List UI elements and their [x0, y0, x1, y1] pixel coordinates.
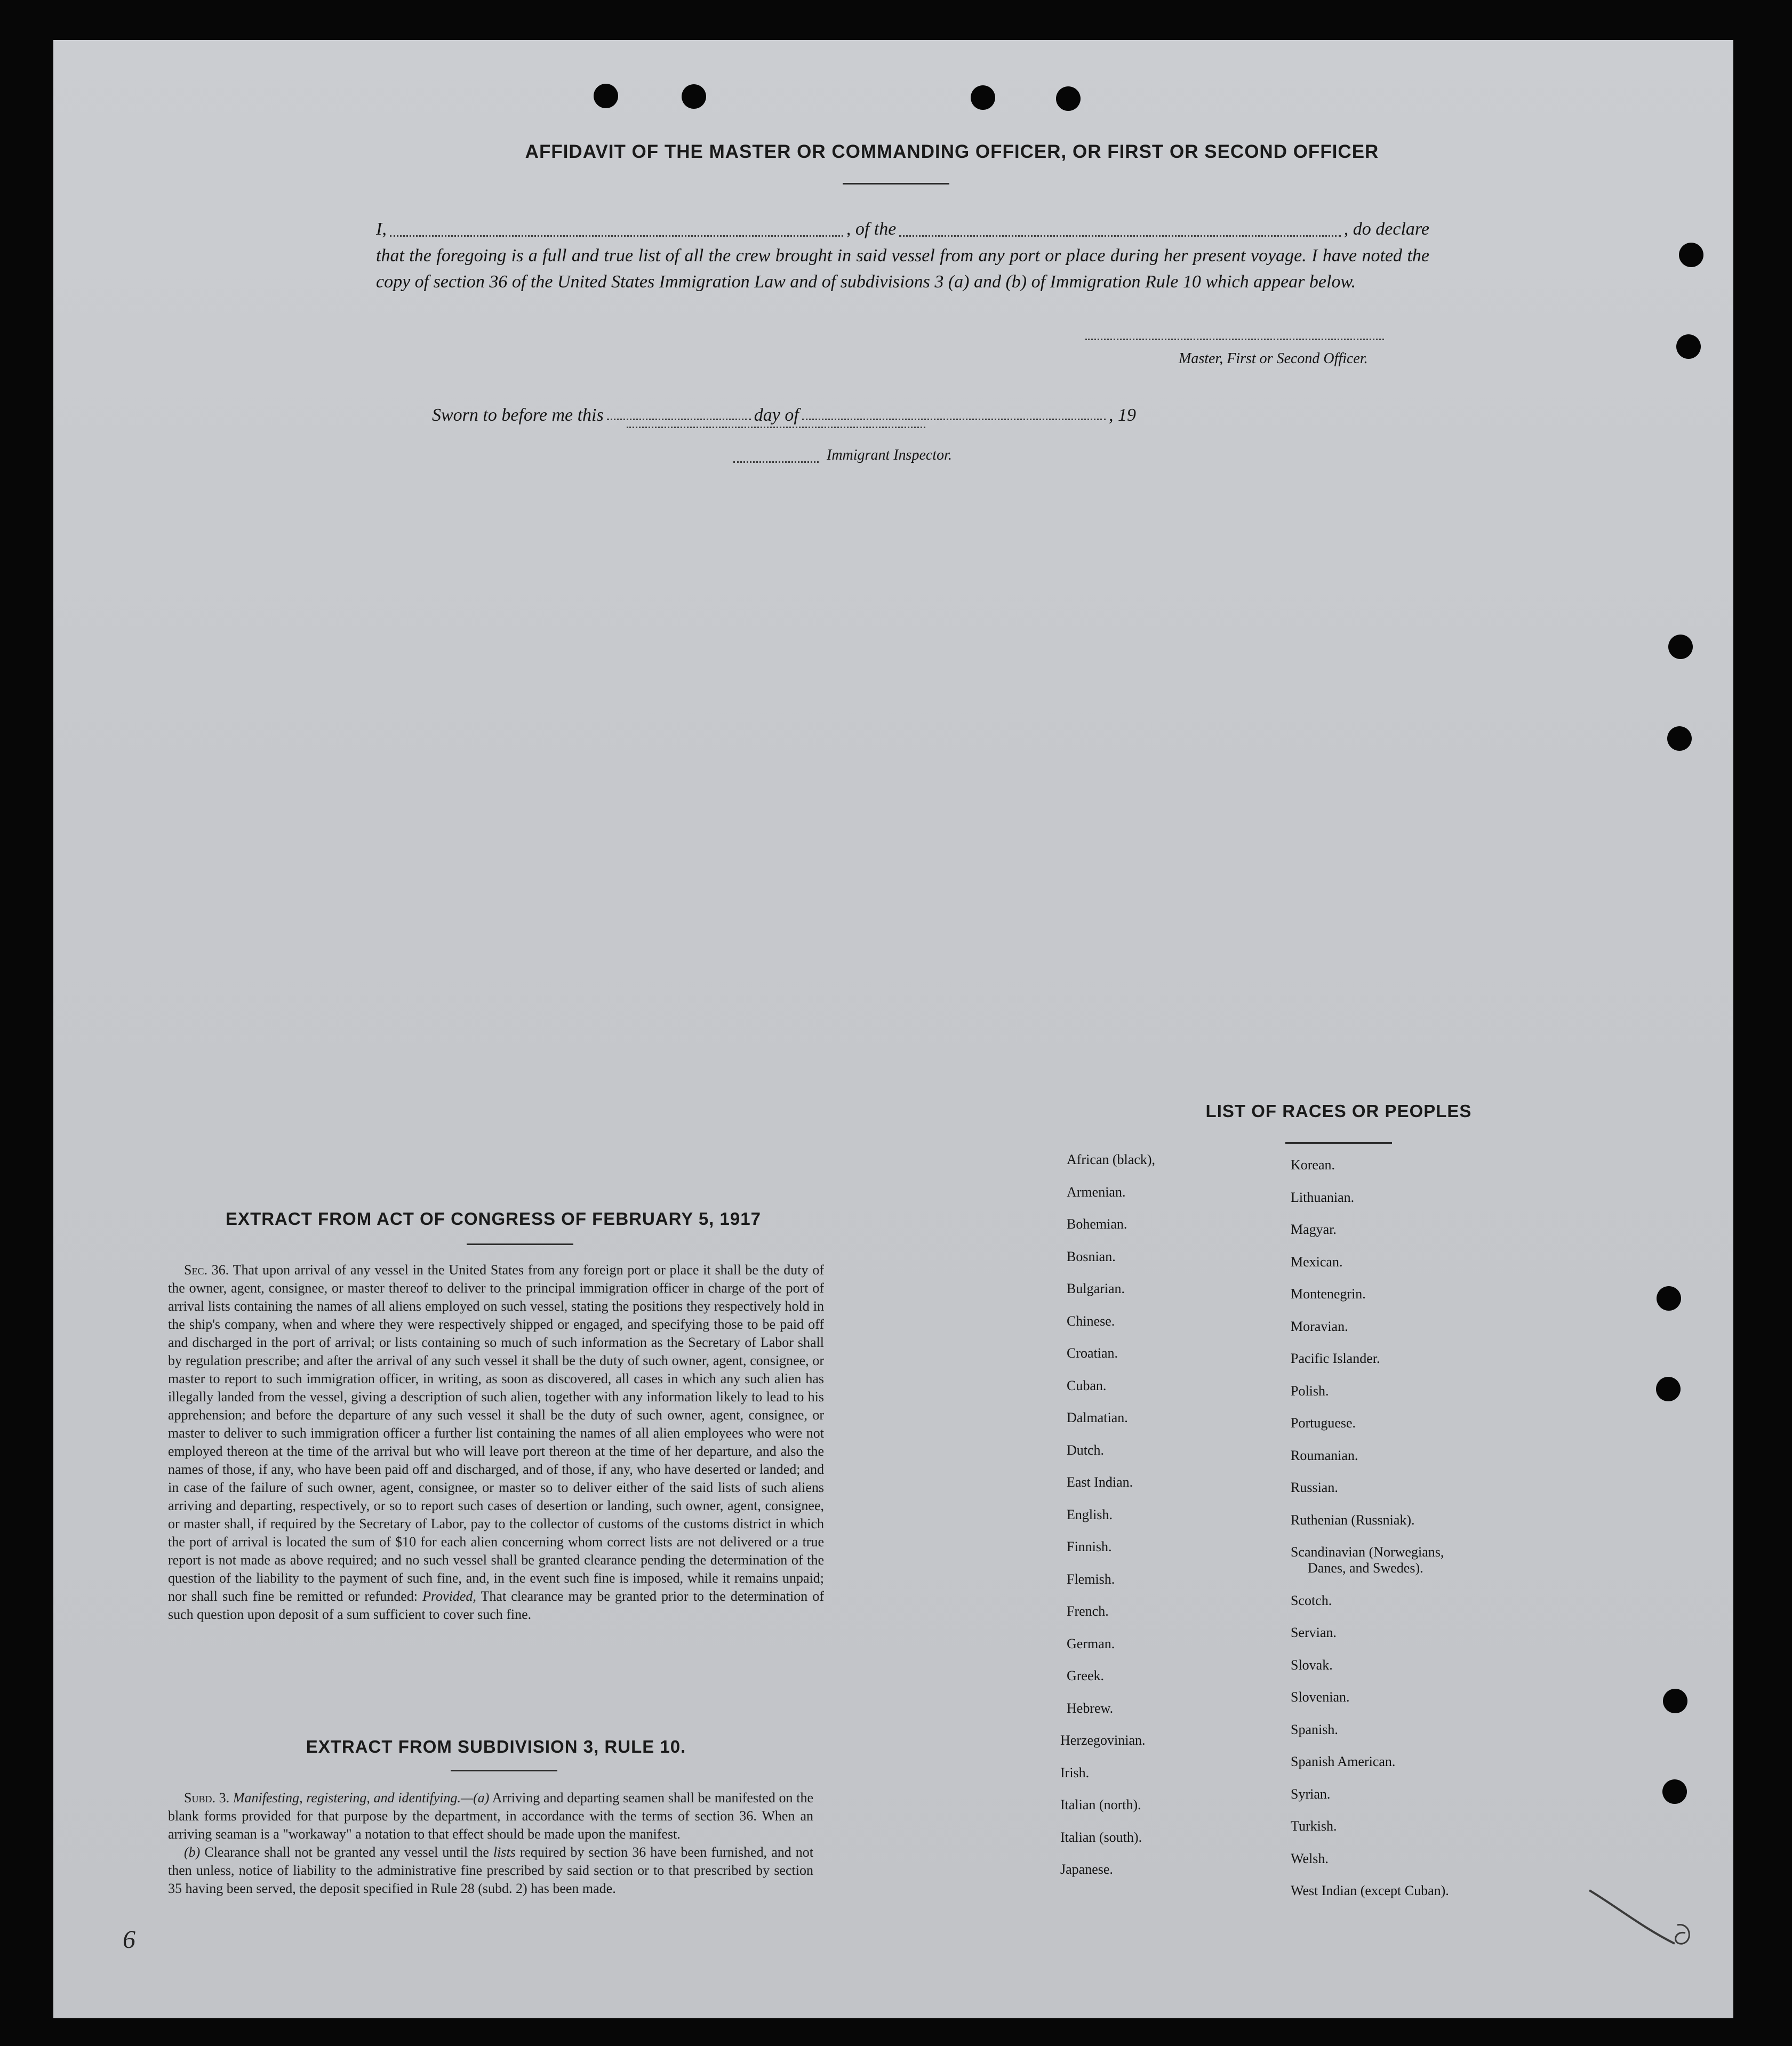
- paragraph-b-lists: lists: [493, 1844, 516, 1860]
- race-item: Italian (south).: [1060, 1829, 1142, 1845]
- punch-hole: [1667, 726, 1692, 751]
- paragraph-b-start: Clearance shall not be granted any vessel until the: [204, 1844, 489, 1860]
- race-item: Magyar.: [1291, 1222, 1337, 1237]
- races-rule: [1285, 1142, 1392, 1144]
- race-item: Spanish.: [1291, 1721, 1338, 1737]
- punch-hole: [1663, 1689, 1687, 1713]
- race-item: Chinese.: [1067, 1313, 1115, 1329]
- punch-hole: [1679, 243, 1703, 267]
- race-item: Montenegrin.: [1291, 1286, 1366, 1302]
- race-item: Bosnian.: [1067, 1248, 1116, 1264]
- section-body: That upon arrival of any vessel in the United States from any foreign port or place it shall be the duty of the owner, agent, consignee, or master thereof to deliver to the principal immigration officer in charge of the port of arrival lists containing the names of all aliens employed on such vessel, stating the positions they respectively hold in the ship's company, when and where they were respectively shipped or engaged, and specifying those to be paid off and discharged in the port of arrival; or lists containing so much of such information as the Secretary of Labor shall by regulation prescribe; and after the arrival of any such vessel it shall be the duty of such owner, agent, consignee, or master to report to such immigration officer, in writing, as soon as discovered, all cases in which any such alien has illegally landed from the vessel, giving a description of such alien, together with any information likely to lead to his apprehension; and before the departure of any such vessel it shall be the duty of such owner, agent, consignee, or master to deliver to such immigration officer a further list containing the names of all alien employees who were not employed thereon at the time of the arrival but who will leave port thereon at the time of her departure, and also the names of those, if any, who have been paid off and discharged, and of those, if any, who have deserted or landed; and in case of the failure of such owner, agent, consignee, or master so to deliver either of the said lists of such aliens arriving and departing, respectively, or so to report such cases of desertion or landing, such owner, agent, consignee, or master shall, if required by the Secretary of Labor, pay to the collector of customs of the customs district in which the port of arrival is located the sum of $10 for each alien concerning whom correct lists are not delivered or a true report is not made as above required; and no such vessel shall be granted clearance pending the determination of the question of the liability to the payment of such fine, and, in the event such fine is imposed, while it remains unpaid; nor shall such fine be remitted or refunded:: [168, 1262, 824, 1604]
- race-item: Moravian.: [1291, 1318, 1348, 1334]
- race-item: Welsh.: [1291, 1850, 1329, 1866]
- punch-hole: [1056, 86, 1081, 111]
- page-number-mark: 6: [123, 1925, 135, 1954]
- race-item: Japanese.: [1060, 1862, 1113, 1877]
- affidavit-title: AFFIDAVIT OF THE MASTER OR COMMANDING OFFICER, OR FIRST OR SECOND OFFICER: [525, 141, 1379, 162]
- punch-hole: [1657, 1286, 1681, 1311]
- inspector-label: Immigrant Inspector.: [827, 447, 952, 463]
- race-item: Turkish.: [1291, 1818, 1337, 1834]
- master-signature-line[interactable]: [1085, 339, 1384, 340]
- race-item: East Indian.: [1067, 1474, 1133, 1490]
- race-item: Ruthenian (Russniak).: [1291, 1512, 1415, 1528]
- race-item: Dalmatian.: [1067, 1410, 1128, 1425]
- inspector-signature-short-line[interactable]: [733, 461, 819, 463]
- race-item: Scotch.: [1291, 1592, 1332, 1608]
- paragraph-a: Arriving and departing seamen shall be manifested on the blank forms provided for that purpose by the department, in accordance with the terms of section 36. When an arriving seaman is a "workaway" a notation to that effect should be made upon the manifest.: [168, 1790, 813, 1842]
- race-item: Korean.: [1291, 1157, 1335, 1173]
- punch-hole: [1668, 635, 1693, 659]
- race-item: Hebrew.: [1067, 1700, 1114, 1716]
- race-item: Irish.: [1060, 1764, 1090, 1780]
- rule-extract-rule: [451, 1770, 557, 1771]
- paragraph-b-end: required by section 36 have been furnished, and not then unless, notice of liability to the administrative fine prescribed by said section or to that prescribed by section 35 having been served, the deposit specified in Rule 28 (subd. 2) has been made.: [168, 1844, 813, 1896]
- act-extract-rule: [467, 1243, 573, 1245]
- declaration-line: [376, 216, 1429, 242]
- race-item: German.: [1067, 1635, 1115, 1651]
- master-signature-label: Master, First or Second Officer.: [1179, 350, 1368, 367]
- sworn-line: [432, 405, 1136, 426]
- inspector-signature-line[interactable]: [627, 427, 925, 428]
- name-blank[interactable]: [390, 235, 843, 237]
- rule-extract-title: EXTRACT FROM SUBDIVISION 3, RULE 10.: [306, 1737, 686, 1756]
- race-item: English.: [1067, 1506, 1113, 1522]
- subdivision-heading: Manifesting, registering, and identifying.—(a): [233, 1790, 490, 1806]
- do-declare-label: , do declare: [1343, 219, 1429, 239]
- race-item: West Indian (except Cuban).: [1291, 1883, 1449, 1898]
- punch-hole: [594, 84, 618, 108]
- sworn-label: Sworn to before me this: [432, 405, 604, 425]
- vessel-blank[interactable]: [899, 235, 1340, 237]
- of-the-label: , of the: [846, 219, 897, 239]
- paragraph-b-label: (b): [184, 1844, 201, 1860]
- race-item: Russian.: [1291, 1480, 1338, 1495]
- race-item: Slovak.: [1291, 1657, 1333, 1673]
- race-item: Flemish.: [1067, 1571, 1115, 1587]
- subdivision-3-text: [168, 1789, 813, 1898]
- race-item: African (black),: [1067, 1152, 1156, 1167]
- race-item: French.: [1067, 1603, 1109, 1619]
- day-blank[interactable]: [607, 419, 751, 420]
- punch-hole: [1676, 334, 1701, 359]
- race-item: Pacific Islander.: [1291, 1351, 1380, 1366]
- race-item: Portuguese.: [1291, 1415, 1356, 1431]
- races-title: LIST OF RACES OR PEOPLES: [1205, 1101, 1472, 1121]
- race-item: Italian (north).: [1060, 1797, 1141, 1812]
- subdivision-label: Subd. 3.: [184, 1790, 230, 1806]
- punch-hole: [682, 84, 706, 109]
- section-label: Sec. 36.: [184, 1262, 229, 1278]
- race-item: Greek.: [1067, 1668, 1105, 1683]
- act-extract-title: EXTRACT FROM ACT OF CONGRESS OF FEBRUARY 5, 1917: [226, 1209, 761, 1229]
- punch-hole: [1656, 1377, 1681, 1401]
- race-item: Cuban.: [1067, 1377, 1107, 1393]
- pencil-stroke: [1584, 1874, 1701, 1960]
- race-item: Lithuanian.: [1291, 1189, 1355, 1205]
- provided-text: That clearance may be granted prior to the determination of such question upon deposit of a sum sufficient to cover such fine.: [168, 1588, 825, 1622]
- race-item: Dutch.: [1067, 1442, 1105, 1458]
- year-label: , 19: [1109, 405, 1136, 425]
- provided-label: Provided,: [422, 1588, 476, 1604]
- race-item: Danes, and Swedes).: [1308, 1560, 1423, 1576]
- race-item: Mexican.: [1291, 1254, 1343, 1270]
- section-36-text: [168, 1261, 824, 1624]
- race-item: Bulgarian.: [1067, 1281, 1125, 1296]
- punch-hole: [971, 85, 995, 110]
- race-item: Servian.: [1291, 1625, 1337, 1640]
- race-item: Syrian.: [1291, 1786, 1331, 1802]
- race-item: Herzegovinian.: [1060, 1732, 1146, 1748]
- race-item: Finnish.: [1067, 1539, 1112, 1554]
- declaration-body: that the foregoing is a full and true list of all the crew brought in said vessel from any port or place during her present voyage. I have noted the copy of section 36 of the United States Immigration Law and of subdivisions 3 (a) and (b) of Immigration Rule 10 which appear below.: [376, 246, 1429, 292]
- race-item: Slovenian.: [1291, 1689, 1350, 1705]
- race-item: Roumanian.: [1291, 1447, 1358, 1463]
- document-page: [53, 40, 1733, 2018]
- race-item: Bohemian.: [1067, 1216, 1127, 1232]
- punch-hole: [1662, 1779, 1687, 1804]
- declaration-i: I,: [376, 219, 387, 239]
- month-blank[interactable]: [802, 419, 1106, 420]
- title-rule: [843, 183, 949, 184]
- race-item: Polish.: [1291, 1383, 1329, 1399]
- race-item: Scandinavian (Norwegians,: [1291, 1544, 1444, 1560]
- race-item: Croatian.: [1067, 1345, 1118, 1361]
- race-item: Armenian.: [1067, 1184, 1126, 1200]
- day-of-label: day of: [754, 405, 799, 425]
- race-item: Spanish American.: [1291, 1754, 1396, 1769]
